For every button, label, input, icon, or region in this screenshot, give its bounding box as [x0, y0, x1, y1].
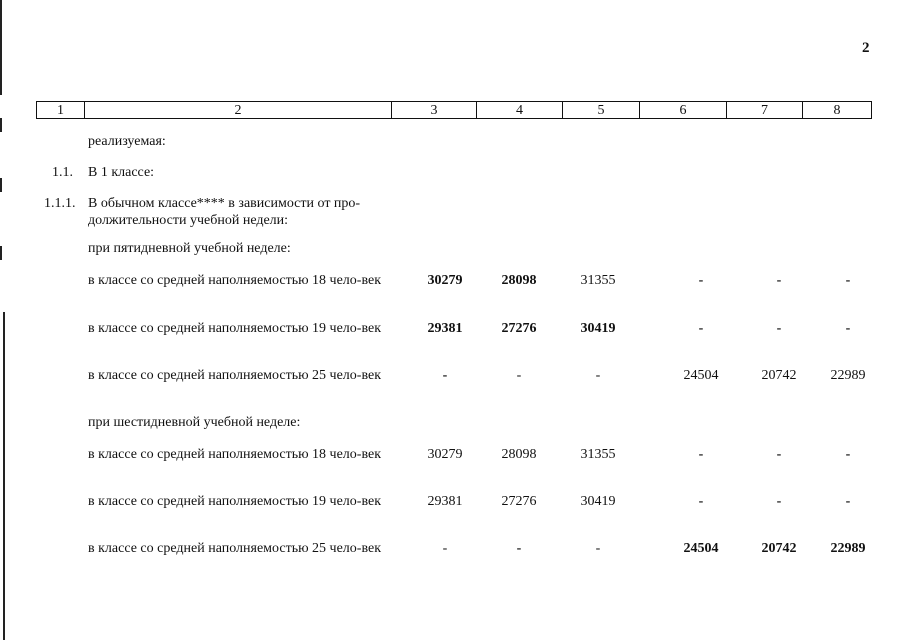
table-cell: 30279: [427, 273, 463, 288]
table-cell: 20742: [761, 541, 797, 556]
column-header: 4: [477, 102, 563, 119]
table-cell: -: [698, 321, 704, 336]
table-cell: -: [845, 273, 851, 288]
row-label: реализуемая:: [88, 134, 166, 149]
margin-mark: [3, 312, 5, 640]
row-number: 1.1.: [52, 165, 73, 180]
table-cell: -: [516, 368, 522, 383]
margin-mark: [0, 246, 2, 260]
table-cell: 29381: [427, 321, 463, 336]
column-header: 7: [727, 102, 803, 119]
table-cell: 30279: [427, 447, 463, 462]
table-cell: 27276: [501, 494, 537, 509]
table-cell: -: [442, 541, 448, 556]
table-cell: -: [776, 321, 782, 336]
table-cell: 28098: [501, 273, 537, 288]
row-label: В 1 классе:: [88, 165, 155, 180]
table-cell: 22989: [830, 368, 866, 383]
row-label: в классе со средней наполняемостью 19 чело-век: [88, 321, 381, 336]
table-cell: 27276: [501, 321, 537, 336]
row-label: при шестидневной учебной неделе:: [88, 415, 301, 430]
table-cell: -: [516, 541, 522, 556]
margin-mark: [0, 0, 2, 95]
table-cell: -: [595, 368, 601, 383]
row-label: в классе со средней наполняемостью 25 чело-век: [88, 541, 381, 556]
column-header: 3: [392, 102, 477, 119]
margin-mark: [0, 118, 2, 132]
table-cell: 29381: [427, 494, 463, 509]
table-cell: -: [442, 368, 448, 383]
row-label: в классе со средней наполняемостью 18 чело-век: [88, 273, 381, 288]
margin-mark: [0, 178, 2, 192]
page-number: 2: [862, 40, 870, 56]
table-cell: 30419: [580, 321, 616, 336]
table-cell: -: [845, 447, 851, 462]
table-cell: 24504: [683, 368, 719, 383]
row-label: в классе со средней наполняемостью 18 чело-век: [88, 447, 381, 462]
table-cell: -: [845, 321, 851, 336]
table-cell: -: [845, 494, 851, 509]
table-cell: 22989: [830, 541, 866, 556]
column-header: 6: [640, 102, 727, 119]
table-cell: -: [698, 447, 704, 462]
column-header: 8: [803, 102, 872, 119]
column-header: 5: [563, 102, 640, 119]
table-cell: -: [776, 447, 782, 462]
table-cell: -: [776, 494, 782, 509]
table-cell: 24504: [683, 541, 719, 556]
row-label: в классе со средней наполняемостью 25 чело-век: [88, 368, 381, 383]
table-cell: 31355: [580, 447, 616, 462]
row-number: 1.1.1.: [44, 196, 76, 211]
table-cell: -: [776, 273, 782, 288]
column-header-table: [36, 101, 872, 119]
column-header: 1: [37, 102, 85, 119]
table-cell: -: [595, 541, 601, 556]
table-cell: 28098: [501, 447, 537, 462]
row-label: при пятидневной учебной неделе:: [88, 241, 291, 256]
table-cell: 31355: [580, 273, 616, 288]
table-cell: 20742: [761, 368, 797, 383]
table-cell: -: [698, 494, 704, 509]
row-label: в классе со средней наполняемостью 19 чело-век: [88, 494, 381, 509]
table-cell: 30419: [580, 494, 616, 509]
row-label: В обычном классе**** в зависимости от про-должительности учебной недели:: [88, 196, 361, 228]
table-cell: -: [698, 273, 704, 288]
column-header: 2: [85, 102, 392, 119]
